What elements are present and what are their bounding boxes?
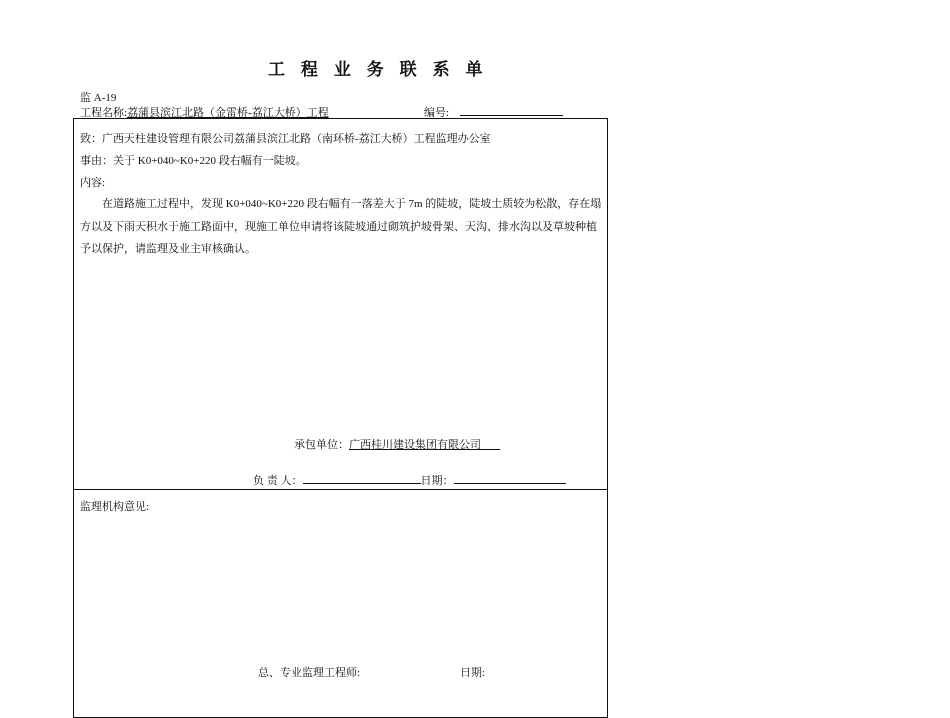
form-title: 工 程 业 务 联 系 单	[268, 60, 488, 80]
section-divider	[73, 489, 608, 490]
form-code: 监 A-19	[80, 92, 117, 104]
serial-number-label: 编号:	[424, 107, 450, 119]
project-name-label: 工程名称:	[80, 107, 128, 119]
content-paragraph-text: 在道路施工过程中，发现 K0+040~K0+220 段右幅有一落差大于 7m 的陡坡，陡坡土质较为松散，存在塌方以及下雨天积水于施工路面中，现施工单位申请将该陡坡通过砌筑护坡骨架、天沟、排水沟以及草坡种植予以保护，请监理及业主审核确认。	[80, 198, 602, 255]
contractor-underline-tail	[481, 439, 500, 451]
addressee-line: 致：广西天柱建设管理有限公司荔蒲县滨江北路（南环桥-荔江大桥）工程监理办公室	[80, 133, 491, 145]
content-paragraph	[80, 193, 606, 261]
contractor-label: 承包单位：	[294, 439, 349, 451]
contractor-value: 广西桂川建设集团有限公司	[349, 439, 481, 451]
contractor-row	[294, 436, 500, 452]
supervision-date-label: 日期:	[460, 667, 486, 679]
responsible-date-field[interactable]	[454, 473, 566, 484]
responsible-date-label: 日期：	[420, 475, 454, 487]
subject-line: 事由：关于 K0+040~K0+220 段右幅有一陡坡。	[80, 155, 307, 167]
content-label: 内容:	[80, 177, 106, 189]
supervision-opinion-label: 监理机构意见:	[80, 501, 150, 513]
responsible-signature-field[interactable]	[303, 473, 421, 484]
project-name-value: 荔蒲县滨江北路（金雷桥-荔江大桥）工程	[127, 107, 329, 119]
serial-number-field[interactable]	[460, 115, 563, 116]
supervising-engineer-label: 总、专业监理工程师:	[258, 667, 361, 679]
responsible-row	[253, 472, 566, 488]
responsible-label: 负 责 人：	[253, 475, 303, 487]
